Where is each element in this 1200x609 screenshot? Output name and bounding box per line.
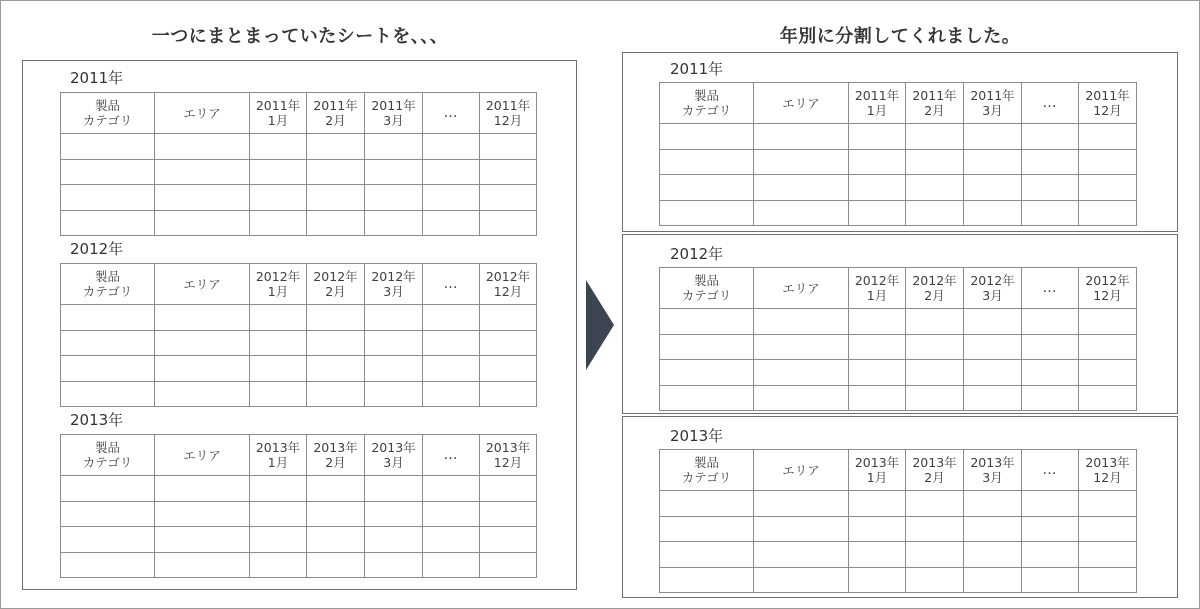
- header-cell-text: 2012年 12月: [1085, 273, 1130, 303]
- header-product-category: [660, 268, 754, 309]
- header-cell-text: 2011年 2月: [313, 98, 358, 128]
- header-cell-text: エリア: [183, 447, 221, 463]
- empty-cell: [964, 491, 1022, 517]
- empty-cell: [1022, 309, 1079, 335]
- empty-cell: [61, 210, 155, 236]
- empty-cell: [365, 476, 423, 502]
- empty-cell: [906, 309, 964, 335]
- table-row: [61, 552, 537, 578]
- empty-cell: [1079, 542, 1137, 568]
- header-cell-text: 2012年 1月: [854, 273, 900, 303]
- empty-cell: [155, 356, 250, 382]
- header-month-1: [250, 435, 307, 476]
- empty-cell: [964, 309, 1022, 335]
- empty-cell: [964, 567, 1022, 593]
- header-month-3: [365, 93, 423, 134]
- empty-cell: [423, 501, 480, 527]
- empty-cell: [61, 185, 155, 211]
- empty-cell: [1022, 491, 1079, 517]
- header-cell-text: 2011年 3月: [371, 98, 416, 128]
- empty-cell: [754, 124, 849, 150]
- empty-cell: [480, 159, 537, 185]
- empty-cell: [480, 305, 537, 331]
- table-header-row: [61, 264, 537, 305]
- empty-cell: [906, 516, 964, 542]
- empty-cell: [1079, 175, 1137, 201]
- empty-cell: [250, 159, 307, 185]
- empty-cell: [61, 159, 155, 185]
- empty-cell: [365, 552, 423, 578]
- empty-cell: [1022, 385, 1079, 411]
- header-cell-text: 2012年 1月: [255, 269, 301, 299]
- header-product-category: [61, 435, 155, 476]
- right-heading: 年別に分割してくれました。: [779, 26, 1021, 47]
- header-month-3: [964, 83, 1022, 124]
- empty-cell: [480, 210, 537, 236]
- empty-cell: [660, 491, 754, 517]
- header-cell-text: 2013年 1月: [255, 440, 301, 470]
- table-row: [660, 516, 1137, 542]
- header-area: [754, 83, 849, 124]
- empty-cell: [906, 124, 964, 150]
- empty-cell: [250, 501, 307, 527]
- header-month-1: [849, 268, 906, 309]
- empty-cell: [61, 476, 155, 502]
- empty-cell: [1022, 124, 1079, 150]
- header-month-12: [1079, 450, 1137, 491]
- empty-cell: [61, 305, 155, 331]
- header-product-category: [61, 264, 155, 305]
- header-area: [155, 93, 250, 134]
- header-cell-text: エリア: [782, 95, 820, 111]
- empty-cell: [906, 542, 964, 568]
- empty-cell: [155, 159, 250, 185]
- empty-cell: [906, 200, 964, 226]
- table-row: [660, 491, 1137, 517]
- empty-cell: [365, 527, 423, 553]
- empty-cell: [423, 159, 480, 185]
- empty-cell: [906, 491, 964, 517]
- empty-cell: [754, 567, 849, 593]
- header-cell-text: 製品 カテゴリ: [681, 455, 732, 485]
- empty-cell: [964, 175, 1022, 201]
- table-row: [61, 134, 537, 160]
- header-cell-text: 製品 カテゴリ: [82, 269, 133, 299]
- empty-cell: [365, 159, 423, 185]
- empty-cell: [155, 552, 250, 578]
- header-cell-text: 2011年 1月: [854, 88, 900, 118]
- table-row: [660, 175, 1137, 201]
- empty-cell: [480, 356, 537, 382]
- header-cell-text: エリア: [782, 280, 820, 296]
- header-month-3: [365, 264, 423, 305]
- split-table-2011: [659, 82, 1137, 226]
- empty-cell: [906, 385, 964, 411]
- header-month-2: [307, 93, 365, 134]
- empty-cell: [155, 134, 250, 160]
- header-area: [155, 435, 250, 476]
- empty-cell: [1022, 516, 1079, 542]
- empty-cell: [849, 491, 906, 517]
- empty-cell: [61, 330, 155, 356]
- empty-cell: [307, 552, 365, 578]
- table-header-row: [660, 268, 1137, 309]
- empty-cell: [423, 330, 480, 356]
- empty-cell: [849, 567, 906, 593]
- table-row: [660, 360, 1137, 386]
- empty-cell: [250, 552, 307, 578]
- empty-cell: [964, 385, 1022, 411]
- table-header-row: [660, 83, 1137, 124]
- header-cell-text: …: [1042, 94, 1058, 111]
- empty-cell: [61, 527, 155, 553]
- empty-cell: [155, 210, 250, 236]
- empty-cell: [61, 381, 155, 407]
- combined-year-label-2013: 2013年: [70, 411, 124, 429]
- empty-cell: [964, 124, 1022, 150]
- table-row: [61, 159, 537, 185]
- empty-cell: [250, 356, 307, 382]
- split-table-2012: [659, 267, 1137, 411]
- empty-cell: [155, 185, 250, 211]
- empty-cell: [660, 542, 754, 568]
- table-row: [660, 542, 1137, 568]
- header-month-12: [480, 435, 537, 476]
- table-row: [660, 149, 1137, 175]
- header-ellipsis: [423, 435, 480, 476]
- empty-cell: [480, 330, 537, 356]
- header-cell-text: 2011年 3月: [970, 88, 1015, 118]
- empty-cell: [660, 309, 754, 335]
- empty-cell: [423, 356, 480, 382]
- empty-cell: [307, 159, 365, 185]
- header-month-2: [906, 83, 964, 124]
- header-cell-text: エリア: [183, 276, 221, 292]
- header-month-1: [849, 83, 906, 124]
- table-header-row: [61, 435, 537, 476]
- empty-cell: [849, 360, 906, 386]
- combined-year-label-2012: 2012年: [70, 240, 124, 258]
- empty-cell: [480, 552, 537, 578]
- header-month-2: [906, 450, 964, 491]
- header-month-2: [307, 264, 365, 305]
- empty-cell: [1079, 360, 1137, 386]
- empty-cell: [307, 330, 365, 356]
- empty-cell: [480, 185, 537, 211]
- empty-cell: [61, 552, 155, 578]
- empty-cell: [660, 385, 754, 411]
- header-month-3: [964, 268, 1022, 309]
- table-row: [660, 334, 1137, 360]
- empty-cell: [365, 501, 423, 527]
- header-area: [155, 264, 250, 305]
- empty-cell: [365, 356, 423, 382]
- empty-cell: [906, 334, 964, 360]
- empty-cell: [365, 381, 423, 407]
- empty-cell: [964, 200, 1022, 226]
- empty-cell: [365, 134, 423, 160]
- empty-cell: [250, 134, 307, 160]
- table-header-row: [660, 450, 1137, 491]
- empty-cell: [250, 305, 307, 331]
- header-month-12: [1079, 268, 1137, 309]
- empty-cell: [250, 330, 307, 356]
- empty-cell: [365, 330, 423, 356]
- empty-cell: [423, 305, 480, 331]
- header-cell-text: エリア: [782, 462, 820, 478]
- empty-cell: [1022, 567, 1079, 593]
- empty-cell: [964, 360, 1022, 386]
- table-row: [660, 124, 1137, 150]
- empty-cell: [754, 149, 849, 175]
- header-ellipsis: [423, 93, 480, 134]
- table-row: [61, 356, 537, 382]
- empty-cell: [423, 381, 480, 407]
- header-cell-text: …: [443, 275, 459, 292]
- combined-table-2012: [60, 263, 537, 407]
- header-product-category: [660, 83, 754, 124]
- combined-table-2013: [60, 434, 537, 578]
- split-year-label-2011: 2011年: [670, 60, 724, 78]
- header-month-12: [480, 264, 537, 305]
- empty-cell: [849, 149, 906, 175]
- header-cell-text: 製品 カテゴリ: [681, 88, 732, 118]
- header-month-3: [365, 435, 423, 476]
- table-row: [61, 330, 537, 356]
- empty-cell: [754, 200, 849, 226]
- header-cell-text: 2011年 12月: [1085, 88, 1130, 118]
- header-cell-text: 製品 カテゴリ: [82, 440, 133, 470]
- empty-cell: [849, 516, 906, 542]
- empty-cell: [754, 334, 849, 360]
- empty-cell: [250, 527, 307, 553]
- empty-cell: [250, 381, 307, 407]
- header-month-1: [250, 264, 307, 305]
- empty-cell: [964, 334, 1022, 360]
- combined-year-label-2011: 2011年: [70, 69, 124, 87]
- empty-cell: [1079, 385, 1137, 411]
- header-cell-text: 製品 カテゴリ: [681, 273, 732, 303]
- table-row: [61, 210, 537, 236]
- header-cell-text: 2012年 3月: [970, 273, 1015, 303]
- header-ellipsis: [1022, 83, 1079, 124]
- header-cell-text: 2012年 3月: [371, 269, 416, 299]
- left-heading: 一つにまとまっていたシートを、、、: [151, 26, 449, 47]
- header-month-2: [307, 435, 365, 476]
- header-month-12: [480, 93, 537, 134]
- empty-cell: [307, 305, 365, 331]
- empty-cell: [365, 305, 423, 331]
- empty-cell: [849, 334, 906, 360]
- empty-cell: [660, 149, 754, 175]
- header-cell-text: 2012年 2月: [313, 269, 358, 299]
- table-row: [61, 185, 537, 211]
- header-cell-text: 2013年 12月: [485, 440, 531, 470]
- empty-cell: [155, 501, 250, 527]
- empty-cell: [423, 210, 480, 236]
- empty-cell: [849, 124, 906, 150]
- combined-table-2011: [60, 92, 537, 236]
- table-row: [61, 381, 537, 407]
- empty-cell: [660, 200, 754, 226]
- empty-cell: [307, 476, 365, 502]
- header-cell-text: 2013年 3月: [970, 455, 1015, 485]
- empty-cell: [307, 527, 365, 553]
- empty-cell: [307, 210, 365, 236]
- empty-cell: [307, 381, 365, 407]
- empty-cell: [849, 542, 906, 568]
- empty-cell: [480, 527, 537, 553]
- header-cell-text: エリア: [183, 105, 221, 121]
- empty-cell: [754, 309, 849, 335]
- empty-cell: [423, 527, 480, 553]
- table-row: [660, 385, 1137, 411]
- table-header-row: [61, 93, 537, 134]
- empty-cell: [307, 185, 365, 211]
- empty-cell: [964, 149, 1022, 175]
- empty-cell: [660, 334, 754, 360]
- empty-cell: [754, 542, 849, 568]
- table-row: [660, 309, 1137, 335]
- empty-cell: [1022, 200, 1079, 226]
- header-cell-text: …: [443, 446, 459, 463]
- empty-cell: [61, 134, 155, 160]
- empty-cell: [1079, 491, 1137, 517]
- header-product-category: [660, 450, 754, 491]
- header-ellipsis: [1022, 268, 1079, 309]
- empty-cell: [1079, 200, 1137, 226]
- empty-cell: [906, 175, 964, 201]
- right-triangle-arrow-icon: [586, 280, 614, 370]
- header-area: [754, 450, 849, 491]
- empty-cell: [906, 360, 964, 386]
- empty-cell: [1079, 567, 1137, 593]
- empty-cell: [307, 501, 365, 527]
- split-table-2013: [659, 449, 1137, 593]
- header-product-category: [61, 93, 155, 134]
- header-cell-text: 2013年 2月: [912, 455, 957, 485]
- table-row: [61, 476, 537, 502]
- empty-cell: [1079, 309, 1137, 335]
- empty-cell: [1022, 175, 1079, 201]
- empty-cell: [660, 516, 754, 542]
- header-cell-text: 2013年 1月: [854, 455, 900, 485]
- empty-cell: [660, 567, 754, 593]
- empty-cell: [480, 381, 537, 407]
- empty-cell: [1079, 334, 1137, 360]
- header-cell-text: 2011年 2月: [912, 88, 957, 118]
- empty-cell: [849, 309, 906, 335]
- empty-cell: [1079, 124, 1137, 150]
- empty-cell: [480, 501, 537, 527]
- header-cell-text: 2013年 12月: [1085, 455, 1130, 485]
- header-ellipsis: [1022, 450, 1079, 491]
- empty-cell: [964, 542, 1022, 568]
- table-row: [61, 527, 537, 553]
- empty-cell: [754, 491, 849, 517]
- empty-cell: [61, 356, 155, 382]
- header-ellipsis: [423, 264, 480, 305]
- header-month-1: [849, 450, 906, 491]
- empty-cell: [1079, 149, 1137, 175]
- split-year-label-2012: 2012年: [670, 245, 724, 263]
- header-month-12: [1079, 83, 1137, 124]
- empty-cell: [365, 185, 423, 211]
- empty-cell: [1022, 149, 1079, 175]
- table-row: [660, 567, 1137, 593]
- empty-cell: [307, 356, 365, 382]
- empty-cell: [365, 210, 423, 236]
- empty-cell: [754, 175, 849, 201]
- empty-cell: [155, 305, 250, 331]
- table-row: [660, 200, 1137, 226]
- header-cell-text: …: [1042, 461, 1058, 478]
- empty-cell: [1022, 334, 1079, 360]
- empty-cell: [423, 134, 480, 160]
- empty-cell: [155, 330, 250, 356]
- empty-cell: [849, 200, 906, 226]
- header-area: [754, 268, 849, 309]
- empty-cell: [423, 476, 480, 502]
- header-cell-text: …: [443, 104, 459, 121]
- empty-cell: [480, 476, 537, 502]
- empty-cell: [155, 476, 250, 502]
- header-month-2: [906, 268, 964, 309]
- empty-cell: [660, 175, 754, 201]
- empty-cell: [660, 360, 754, 386]
- empty-cell: [61, 501, 155, 527]
- empty-cell: [849, 385, 906, 411]
- empty-cell: [754, 360, 849, 386]
- empty-cell: [1079, 516, 1137, 542]
- header-cell-text: 2011年 1月: [255, 98, 301, 128]
- header-month-3: [964, 450, 1022, 491]
- empty-cell: [1022, 542, 1079, 568]
- table-row: [61, 305, 537, 331]
- empty-cell: [250, 476, 307, 502]
- empty-cell: [155, 381, 250, 407]
- header-cell-text: 製品 カテゴリ: [82, 98, 133, 128]
- empty-cell: [1022, 360, 1079, 386]
- header-cell-text: 2012年 2月: [912, 273, 957, 303]
- empty-cell: [754, 516, 849, 542]
- header-cell-text: …: [1042, 279, 1058, 296]
- empty-cell: [906, 567, 964, 593]
- header-cell-text: 2011年 12月: [485, 98, 531, 128]
- empty-cell: [307, 134, 365, 160]
- empty-cell: [250, 185, 307, 211]
- empty-cell: [480, 134, 537, 160]
- empty-cell: [155, 527, 250, 553]
- empty-cell: [754, 385, 849, 411]
- header-cell-text: 2012年 12月: [485, 269, 531, 299]
- empty-cell: [964, 516, 1022, 542]
- split-year-label-2013: 2013年: [670, 427, 724, 445]
- header-cell-text: 2013年 2月: [313, 440, 358, 470]
- empty-cell: [660, 124, 754, 150]
- empty-cell: [250, 210, 307, 236]
- header-cell-text: 2013年 3月: [371, 440, 416, 470]
- empty-cell: [849, 175, 906, 201]
- header-month-1: [250, 93, 307, 134]
- empty-cell: [423, 552, 480, 578]
- empty-cell: [906, 149, 964, 175]
- table-row: [61, 501, 537, 527]
- empty-cell: [423, 185, 480, 211]
